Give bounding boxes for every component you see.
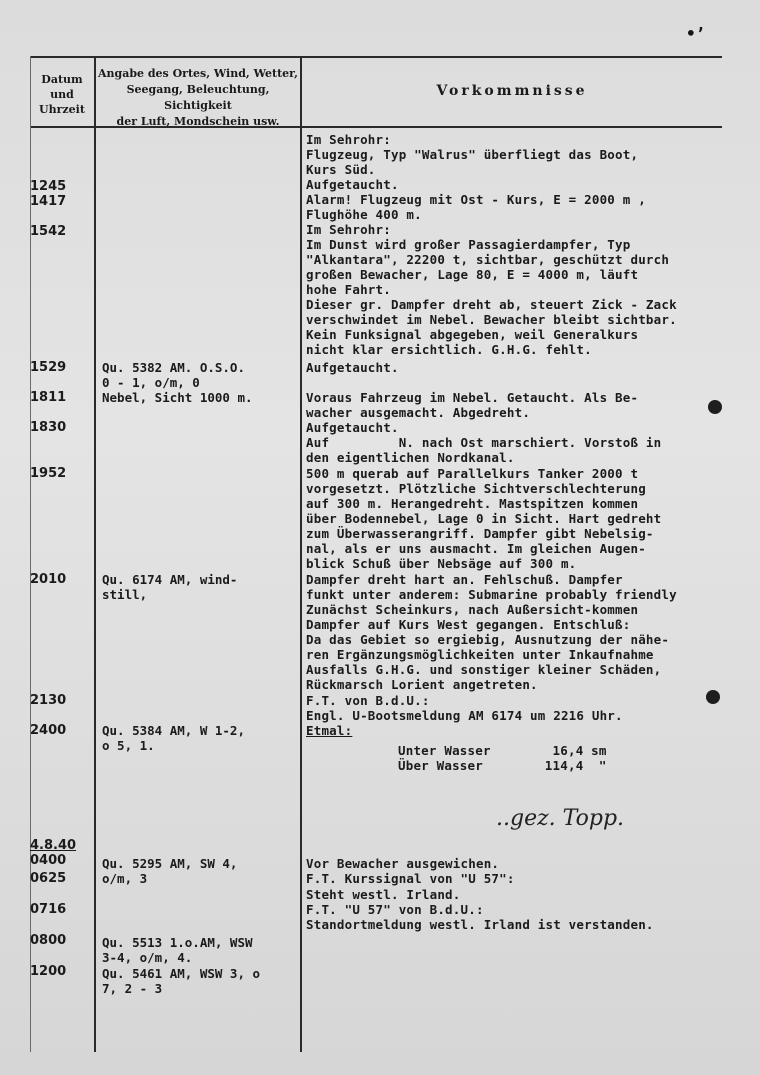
entry-line: F.T. von B.d.U.: [306, 693, 430, 708]
entry-line: großen Bewacher, Lage 80, E = 4000 m, läuft [306, 267, 639, 282]
time-1952: 1952 [30, 466, 67, 481]
punch-mark [708, 400, 722, 414]
entry-line: funkt unter anderem: Submarine probably friendly [306, 587, 677, 602]
location-line: Nebel, Sicht 1000 m. [102, 390, 253, 405]
entry-line: nal, als er uns ausmacht. Im gleichen Augen- [306, 541, 646, 556]
time-1529: 1529 [30, 360, 67, 375]
location-line: o 5, 1. [102, 738, 155, 753]
top-rule [30, 56, 722, 58]
entry-line: Voraus Fahrzeug im Nebel. Getaucht. Als Be- [306, 390, 639, 405]
entry-line: Rückmarsch Lorient angetreten. [306, 677, 538, 692]
entry-line: blick Schuß über Nebsäge auf 300 m. [306, 556, 577, 571]
signature: ..gez. Topp. [496, 806, 625, 831]
header-date: Datum [41, 73, 83, 86]
entry-line: Flugzeug, Typ "Walrus" überfliegt das Boot, [306, 147, 639, 162]
location-line: Qu. 5384 AM, W 1-2, [102, 723, 245, 738]
location-line: o/m, 3 [102, 871, 148, 886]
entry-line: Ausfalls G.H.G. und sonstiger kleiner Schäden, [306, 662, 662, 677]
location-line: Qu. 5513 1.o.AM, WSW [102, 935, 253, 950]
col2-divider [300, 56, 302, 1052]
time-0800: 0800 [30, 933, 67, 948]
time-1542: 1542 [30, 224, 67, 239]
header-location-line3: der Luft, Mondschein usw. [116, 115, 280, 128]
entry-line: Im Sehrohr: [306, 132, 391, 147]
entry-line: Da das Gebiet so ergiebig, Ausnutzung der nähe- [306, 632, 670, 647]
time-1200: 1200 [30, 964, 67, 979]
entry-line: Vor Bewacher ausgewichen. [306, 856, 500, 871]
entry-line: Engl. U-Bootsmeldung AM 6174 um 2216 Uhr. [306, 708, 623, 723]
entry-line: F.T. "U 57" von B.d.U.: [306, 902, 484, 917]
entry-line: nicht klar ersichtlich. G.H.G. fehlt. [306, 342, 592, 357]
header-and: und [50, 88, 74, 101]
location-line: Qu. 5461 AM, WSW 3, o [102, 966, 261, 981]
time-0400: 0400 [30, 853, 67, 868]
time-1417: 1417 [30, 194, 67, 209]
header-date-time [30, 72, 94, 117]
entry-line: Dampfer auf Kurs West gegangen. Entschluß: [306, 617, 631, 632]
entry-line: hohe Fahrt. [306, 282, 391, 297]
entry-line: "Alkantara", 22200 t, sichtbar, geschützt durch [306, 252, 670, 267]
time-2130: 2130 [30, 693, 67, 708]
header-location-weather [96, 66, 300, 130]
col1-divider [94, 56, 96, 1052]
entry-line: vorgesetzt. Plötzliche Sichtverschlechterung [306, 481, 646, 496]
date-4-8-40: 4.8.40 [30, 838, 77, 853]
header-location-line1: Angabe des Ortes, Wind, Wetter, [97, 67, 299, 80]
entry-line: zum Überwasserangriff. Dampfer gibt Nebelsig- [306, 526, 654, 541]
location-line: Qu. 6174 AM, wind- [102, 572, 238, 587]
entry-line: Über Wasser 114,4 " [398, 758, 607, 773]
entry-line: Auf N. nach Ost marschiert. Vorstoß in [306, 435, 662, 450]
time-0625: 0625 [30, 871, 67, 886]
time-2400: 2400 [30, 723, 67, 738]
entry-line: F.T. Kurssignal von "U 57": [306, 871, 515, 886]
header-location-line2: Seegang, Beleuchtung, Sichtigkeit [126, 83, 270, 112]
entry-line: über Bodennebel, Lage 0 in Sicht. Hart gedreht [306, 511, 662, 526]
location-line: Qu. 5295 AM, SW 4, [102, 856, 238, 871]
entry-line: Kurs Süd. [306, 162, 376, 177]
entry-line: Dieser gr. Dampfer dreht ab, steuert Zick - Zack [306, 297, 677, 312]
entry-line: ren Ergänzungsmöglichkeiten unter Inkaufnahme [306, 647, 654, 662]
location-line: still, [102, 587, 148, 602]
entry-line: verschwindet im Nebel. Bewacher bleibt sichtbar. [306, 312, 677, 327]
entry-line: Im Dunst wird großer Passagierdampfer, Typ [306, 237, 631, 252]
entry-line: Steht westl. Irland. [306, 887, 461, 902]
entry-line: Kein Funksignal abgegeben, weil Generalkurs [306, 327, 639, 342]
location-line: 0 - 1, o/m, 0 [102, 375, 200, 390]
time-0716: 0716 [30, 902, 67, 917]
entry-line: den eigentlichen Nordkanal. [306, 450, 515, 465]
entry-line: Alarm! Flugzeug mit Ost - Kurs, E = 2000 m , [306, 192, 646, 207]
time-1811: 1811 [30, 390, 67, 405]
entry-line: Aufgetaucht. [306, 420, 399, 435]
entry-line: wacher ausgemacht. Abgedreht. [306, 405, 531, 420]
time-1245: 1245 [30, 179, 67, 194]
time-1830: 1830 [30, 420, 67, 435]
entry-line: Aufgetaucht. [306, 177, 399, 192]
header-events: Vorkommnisse [436, 83, 588, 99]
entry-line: Flughöhe 400 m. [306, 207, 422, 222]
entry-line: Etmal: [306, 723, 353, 738]
entry-line: Im Sehrohr: [306, 222, 391, 237]
header-time: Uhrzeit [39, 103, 85, 116]
entry-line: Unter Wasser 16,4 sm [398, 743, 607, 758]
page-mark: •’ [686, 24, 706, 43]
time-2010: 2010 [30, 572, 67, 587]
entry-line: Standortmeldung westl. Irland ist verstanden. [306, 917, 654, 932]
punch-mark [706, 690, 720, 704]
entry-line: 500 m querab auf Parallelkurs Tanker 2000 t [306, 466, 639, 481]
entry-line: Dampfer dreht hart an. Fehlschuß. Dampfer [306, 572, 623, 587]
entry-line: Zunächst Scheinkurs, nach Außersicht-kommen [306, 602, 639, 617]
location-line: 3-4, o/m, 4. [102, 950, 193, 965]
location-line: Qu. 5382 AM. O.S.O. [102, 360, 245, 375]
location-line: 7, 2 - 3 [102, 981, 163, 996]
entry-line: auf 300 m. Herangedreht. Mastspitzen kommen [306, 496, 639, 511]
entry-line: Aufgetaucht. [306, 360, 399, 375]
